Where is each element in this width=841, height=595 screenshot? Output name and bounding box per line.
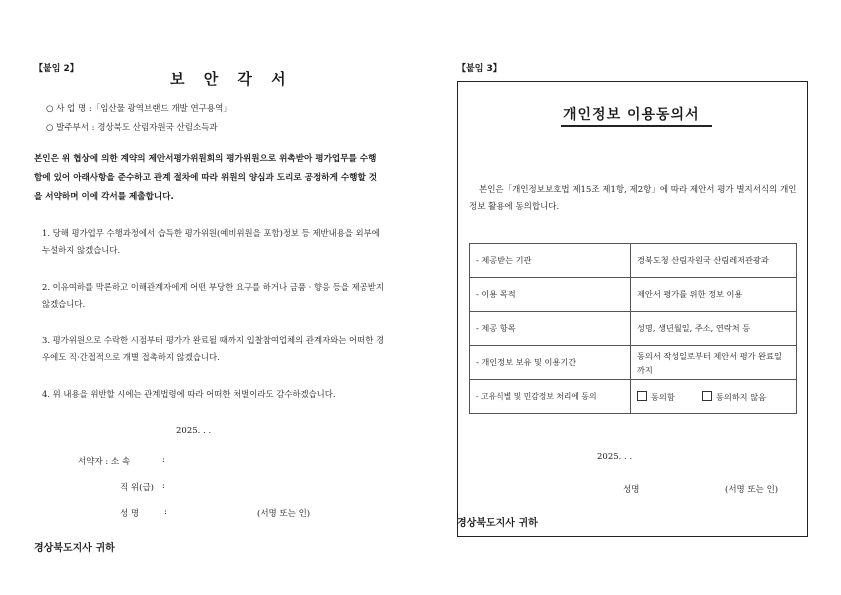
- row-value: 동의서 작성일로부터 제안서 평가 완료일 까지: [631, 346, 797, 380]
- pledge-item-1: 1. 당해 평가업무 수행과정에서 습득한 평가위원(예비위원을 포함)정보 등 제반내용을 외부에 누설하지 않겠습니다.: [42, 228, 380, 255]
- row-key: - 제공 항목: [470, 312, 631, 346]
- signer-name-label: 성 명: [120, 509, 140, 519]
- disagree-label: 동의하지 않음: [715, 391, 767, 402]
- pledge-date: 2025. . .: [176, 426, 212, 436]
- row-key: - 개인정보 보유 및 이용기간: [470, 346, 631, 380]
- signer-name-colon: :: [164, 507, 167, 517]
- table-row: [470, 278, 797, 312]
- attachment-tag: 【붙임 3】: [457, 64, 502, 74]
- consent-intro: 본인은「개인정보보호법 제15조 제1항, 제2항」에 따라 제안서 평가 별지서식의 개인정보 활용에 동의합니다.: [469, 185, 797, 212]
- consent-date: 2025. . .: [597, 452, 633, 462]
- addressee-footer: 경상북도지사 귀하: [34, 543, 115, 554]
- business-name-line: ○ 사 업 명 :「임산물 광역브랜드 개발 연구용역」: [46, 104, 232, 114]
- table-row: [470, 312, 797, 346]
- table-row: [470, 244, 797, 278]
- consent-signature-note: (서명 또는 인): [725, 485, 779, 495]
- page-title: 보 안 각 서: [170, 70, 293, 88]
- disagree-checkbox[interactable]: [702, 391, 712, 401]
- agree-label: 동의함: [651, 391, 675, 402]
- row-value: 제안서 평가를 위한 정보 이용: [631, 278, 797, 312]
- pledge-item-3: 3. 평가위원으로 수락한 시점부터 평가가 완료될 때까지 입찰참여업체의 관계자와는 어떠한 경우에도 직·간접적으로 개별 접촉하지 않겠습니다.: [42, 335, 385, 362]
- department-line: ○ 발주부서 : 경상북도 산림자원국 산림소득과: [46, 123, 218, 133]
- row-value: 경북도청 산림자원국 산림레저관광과: [631, 244, 797, 278]
- signer-position-colon: :: [162, 481, 165, 491]
- signer-position-label: 직 위(급): [120, 483, 154, 493]
- attachment-tag: 【붙임 2】: [34, 64, 79, 74]
- signer-affiliation-colon: :: [162, 455, 165, 465]
- row-key: - 이용 목적: [470, 278, 631, 312]
- row-key: - 고유식별 및 민감정보 처리에 동의: [470, 380, 631, 414]
- table-row: [470, 346, 797, 380]
- title-underline: [561, 125, 712, 127]
- pledge-item-2: 2. 이유여하를 막론하고 이해관계자에게 어떤 부당한 요구를 하거나 금품 · 향응 등을 제공받지 않겠습니다.: [42, 282, 384, 309]
- table-row: [470, 380, 797, 414]
- pledge-paragraph: 본인은 위 협상에 의한 계약의 제안서평가위원회의 평가위원으로 위촉받아 평가업무를 수행함에 있어 아래사항을 준수하고 관계 절차에 따라 위원의 양심과 도리로 공정하게 수행할 것을 서약하며 이에 각서를 제출합니다.: [34, 154, 378, 202]
- consent-options: [631, 380, 797, 414]
- consent-title: 개인정보 이용동의서: [563, 107, 700, 123]
- row-value: 성명, 생년월일, 주소, 연락처 등: [631, 312, 797, 346]
- signer-affiliation-label: 서약자 : 소 속: [78, 457, 131, 467]
- pledge-item-4: 4. 위 내용을 위반할 시에는 관계법령에 따라 어떠한 처벌이라도 감수하겠습니다.: [42, 389, 336, 399]
- signature-note: (서명 또는 인): [257, 509, 311, 519]
- agree-checkbox[interactable]: [637, 391, 647, 401]
- consent-name-label: 성명: [623, 485, 640, 495]
- consent-table: [469, 243, 797, 414]
- addressee-footer: 경상북도지사 귀하: [457, 518, 538, 529]
- row-key: - 제공받는 기관: [470, 244, 631, 278]
